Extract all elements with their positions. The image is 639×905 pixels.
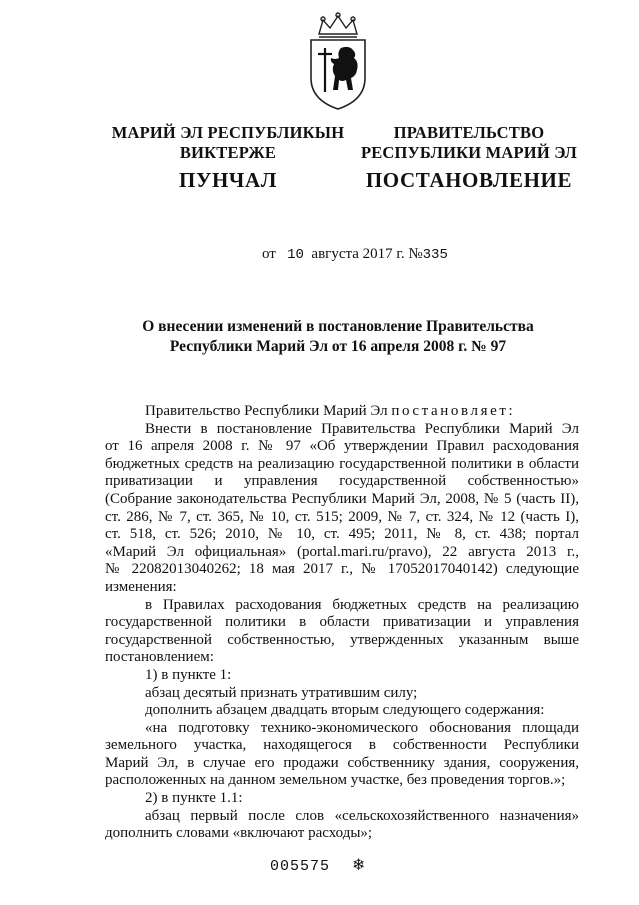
date-month-year: августа 2017 г. № (311, 246, 423, 262)
body-line: «на подготовку технико-экономического обоснования площади (145, 719, 579, 736)
body-line: государственной собственностью, утвержденных указанным выше (105, 631, 579, 648)
date-prefix: от (262, 246, 276, 262)
body-intro (105, 403, 579, 421)
body-line: постановлением: (105, 649, 214, 666)
body-line: дополнить словами «включают расходы»; (105, 825, 373, 842)
body-line: бюджетных средств на реализацию государственной политики в области (105, 455, 579, 472)
body-line: от 16 апреля 2008 г. № 97 «Об утверждении Правил расходования (105, 438, 579, 455)
body-line: дополнить абзацем двадцать вторым следующего содержания: (145, 702, 545, 719)
act-type-right: ПОСТАНОВЛЕНИЕ (365, 168, 573, 192)
title-line: О внесении изменений в постановление Правительства (142, 318, 534, 335)
act-type-left: ПУНЧАЛ (179, 168, 277, 192)
document-title (100, 317, 576, 357)
body-line: расположенных на данном земельном участке, без проведения торгов.»; (105, 772, 566, 789)
coat-of-arms-bear-icon (297, 12, 379, 112)
header-right-title (339, 123, 599, 163)
body-line: 2) в пункте 1.1: (145, 790, 243, 807)
header-left-line: МАРИЙ ЭЛ РЕСПУБЛИКЫН (111, 123, 345, 142)
bear-icon (331, 47, 358, 90)
body-line: приватизации и управления государственной собственностью» (105, 473, 579, 490)
snowflake-mark-icon: ❄ (352, 855, 366, 874)
document-number: 335 (422, 247, 448, 263)
intro-resolves: постановляет: (391, 403, 516, 419)
body-line: ст. 518, ст. 526; 2010, № 10, ст. 495; 2011, № 8, ст. 438; портал (105, 526, 579, 543)
body-line: № 22082013040262; 18 мая 2017 г., № 17052017040142) следующие (105, 561, 579, 578)
document-body (105, 403, 579, 843)
document-date (262, 246, 448, 263)
body-line: абзац десятый признать утратившим силу; (145, 684, 418, 701)
body-line: абзац первый после слов «сельскохозяйственного назначения» (145, 807, 579, 824)
date-day: 10 (287, 247, 304, 263)
header-left-line: ВИКТЕРЖЕ (179, 143, 277, 162)
body-line: Внести в постановление Правительства Республики Марий Эл (145, 420, 579, 437)
body-line: государственной политики в области приватизации и управления (105, 614, 579, 631)
title-line: Республики Марий Эл от 16 апреля 2008 г. № 97 (169, 338, 507, 355)
axe-icon (318, 48, 332, 92)
body-line: в Правилах расходования бюджетных средств на реализацию (145, 596, 579, 613)
body-line: (Собрание законодательства Республики Марий Эл, 2008, № 5 (часть II), (105, 490, 579, 507)
header-left-title (98, 123, 358, 163)
body-line: «Марий Эл официальная» (portal.mari.ru/pravo), 22 августа 2013 г., (105, 543, 579, 560)
form-serial-number: 005575 (270, 858, 331, 875)
body-line: Марий Эл, в случае его продажи собственнику здания, сооружения, (105, 754, 579, 771)
header-right-line: РЕСПУБЛИКИ МАРИЙ ЭЛ (360, 143, 578, 162)
header-right-line: ПРАВИТЕЛЬСТВО (393, 123, 545, 142)
page-footer (270, 855, 365, 875)
body-line: земельного участка, находящегося в собственности Республики (105, 737, 579, 754)
body-line: 1) в пункте 1: (145, 666, 232, 683)
crown-icon (319, 13, 357, 37)
body-line: изменения: (105, 578, 177, 595)
intro-text: Правительство Республики Марий Эл (145, 403, 392, 419)
body-line: ст. 286, № 7, ст. 365, № 10, ст. 515; 2009, № 7, ст. 324, № 12 (часть I), (105, 508, 579, 525)
